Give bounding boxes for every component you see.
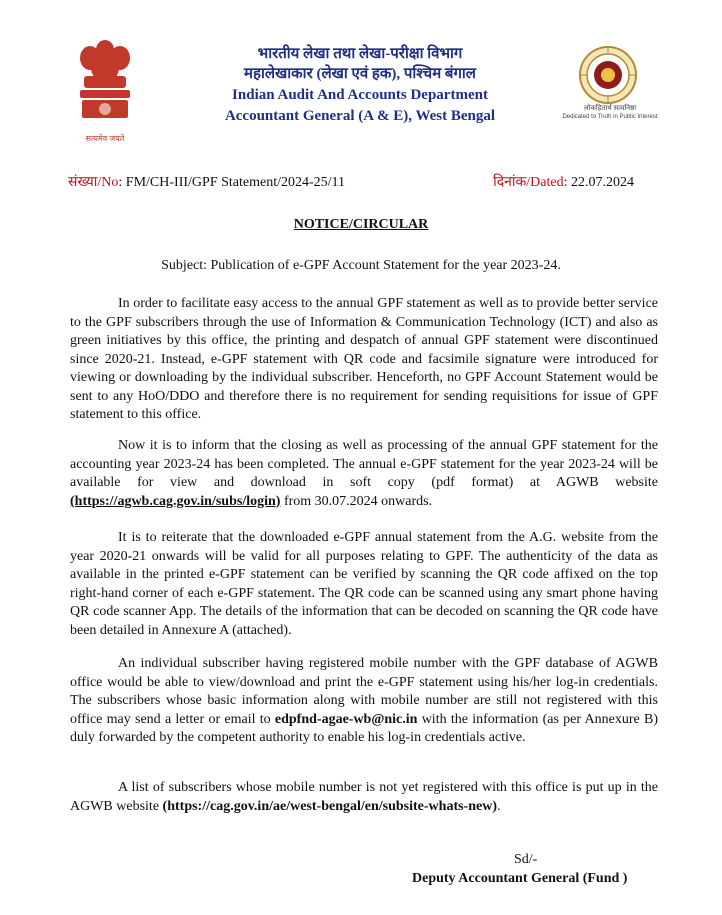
agwb-login-link[interactable]: (https://agwb.cag.gov.in/subs/login) xyxy=(70,493,281,509)
seal-caption xyxy=(560,104,660,121)
cag-seal-icon xyxy=(578,44,638,106)
letterhead-hindi-line2: महालेखाकार (लेखा एवं हक), पश्चिम बंगाल xyxy=(244,66,476,82)
emblem-caption: सत्यमेव जयते xyxy=(85,134,125,143)
reference-number-label-hindi: संख्या/ xyxy=(68,175,102,190)
paragraph-4-text: An individual subscriber having registered mobile number with the GPF database of AGWB office would be able to view/download and print the e-GPF statement using his/her log-in credentials. The subscribers whose basic information along with mobile number are still not registered with this office may send a letter or email to xyxy=(70,656,658,727)
reference-date-value: : 22.07.2024 xyxy=(563,175,634,190)
paragraph-2 xyxy=(70,437,658,511)
seal-caption-english: Dedicated to Truth in Public Interest xyxy=(562,114,658,120)
ashoka-emblem-icon xyxy=(70,38,140,148)
notice-title: NOTICE/CIRCULAR xyxy=(293,217,429,232)
reference-number xyxy=(68,172,345,191)
paragraph-5-text: A list of subscribers whose mobile number is not yet registered with this office is put up in the AGWB website xyxy=(70,780,658,814)
reference-number-label: No xyxy=(101,175,119,190)
paragraph-2-tail: from 30.07.2024 onwards. xyxy=(280,493,433,509)
paragraph-3: It is to reiterate that the downloaded e-GPF annual statement from the A.G. website from the year 2020-21 onwards will be valid for all purposes relating to GPF. The authenticity of the data as available in the printed e-GPF statement can be verified by scanning the QR code affixed on the top right-hand corner of each e-GPF statement. The QR code can be scanned using any smart phone having QR code scanner App. The details of the information that can be decoded on scanning the QR code have been detailed in Annexure A (attached). xyxy=(70,530,658,638)
letterhead xyxy=(180,44,540,127)
reference-date-label-hindi: दिनांक/ xyxy=(493,175,531,190)
notice-subject: Subject: Publication of e-GPF Account Statement for the year 2023-24. xyxy=(161,258,561,273)
reference-number-value: : FM/CH-III/GPF Statement/2024-25/11 xyxy=(118,175,346,190)
paragraph-2-text: Now it is to inform that the closing as well as processing of the annual GPF statement for the accounting year 2023-24 has been completed. The annual e-GPF statement for the year 2023-24 will be available for view and download in soft copy (pdf format) at AGWB website xyxy=(70,438,658,490)
letterhead-english-line2: Accountant General (A & E), West Bengal xyxy=(224,108,496,124)
whats-new-link[interactable]: (https://cag.gov.in/ae/west-bengal/en/subsite-whats-new) xyxy=(162,798,497,814)
paragraph-5-tail: . xyxy=(497,798,501,814)
reference-date xyxy=(493,172,634,191)
paragraph-4 xyxy=(70,655,658,748)
paragraph-5 xyxy=(70,779,658,816)
letterhead-hindi-line1: भारतीय लेखा तथा लेखा-परीक्षा विभाग xyxy=(257,46,463,62)
reference-line xyxy=(68,172,634,190)
paragraph-1: In order to facilitate easy access to the annual GPF statement as well as to provide better service to the GPF subscribers through the use of Information & Communication Technology (ICT) and also as green initiatives by this office, the printing and despatch of annual GPF statement were discontinued since 2020-21. Instead, e-GPF statement with QR code and facsimile signature were introduced for viewing or downloading by the individual subscriber. Henceforth, no GPF Account Statement would be sent to any HoO/DDO and therefore there is no requirement for sending requisitions for issue of GPF statement to this office. xyxy=(70,296,658,422)
signature-sd: Sd/- xyxy=(514,852,538,867)
letterhead-english-line1: Indian Audit And Accounts Department xyxy=(232,87,488,103)
signature-designation: Deputy Accountant General (Fund ) xyxy=(412,871,628,886)
reference-date-label: Dated xyxy=(530,175,564,190)
paragraph-4-tail: with the information (as per Annexure B) duly forwarded by the competent authority to enable his log-in credentials active. xyxy=(70,711,659,745)
contact-email[interactable]: edpfnd-agae-wb@nic.in xyxy=(274,711,418,727)
seal-caption-hindi: लोकहितार्थ सत्यनिष्ठा xyxy=(583,105,637,112)
